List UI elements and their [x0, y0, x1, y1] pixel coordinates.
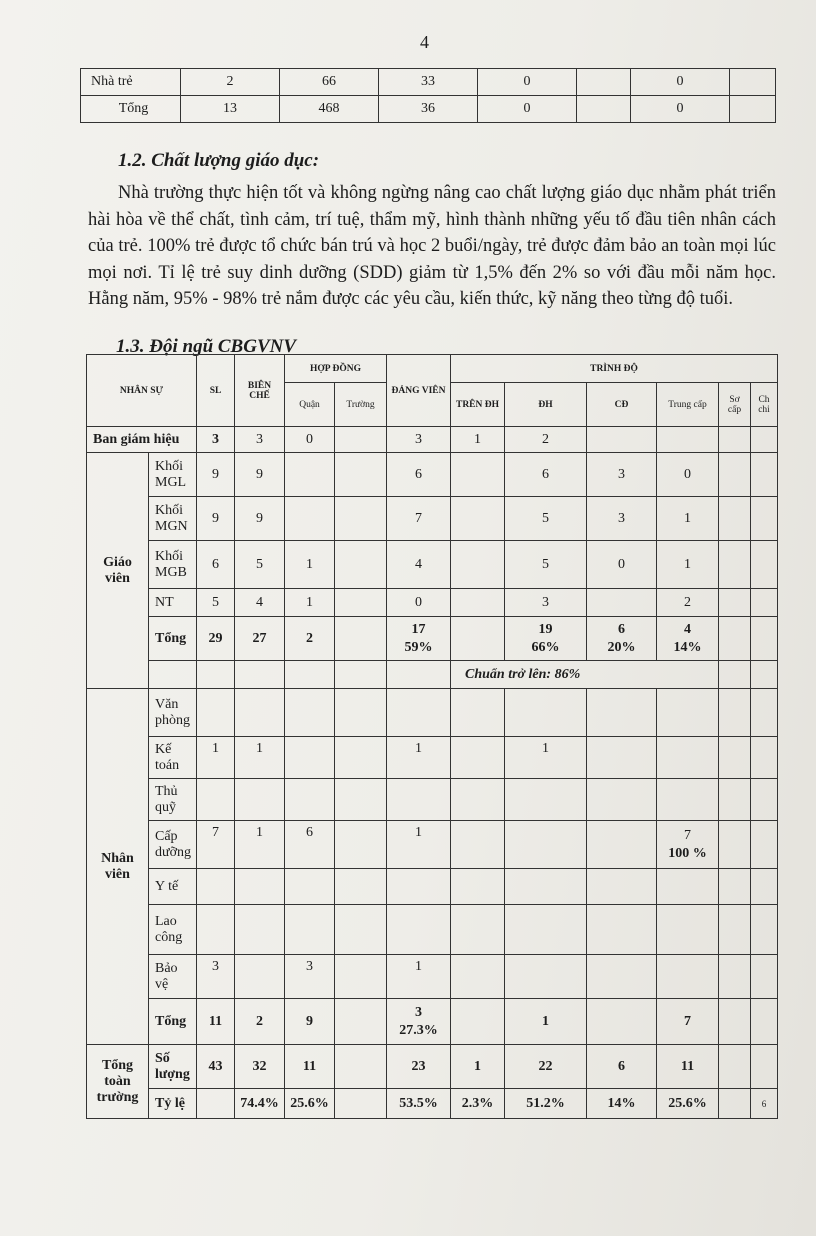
header-bien-che: BIÊN CHẾ: [235, 355, 285, 427]
table-row: Khối MGN 9 9 7 5 3 1: [87, 497, 778, 541]
table-row: Nhà trẻ 2 66 33 0 0: [81, 69, 776, 96]
table-row: Cấp dưỡng 7 1 6 1 7 100 %: [87, 821, 778, 869]
table-row: Tổng 29 27 2 17 59% 19 66% 6 20% 4 14%: [87, 617, 778, 661]
header-cd: CĐ: [587, 383, 657, 427]
page-number: 4: [420, 32, 429, 52]
header-nhan-su: NHÂN SỰ: [87, 355, 197, 427]
enrollment-table-tail: [80, 68, 776, 123]
table-row: [87, 661, 778, 689]
header-sl: SL: [197, 355, 235, 427]
header-so-cap: Sơ cấp: [719, 383, 751, 427]
table-row: Thủ quỹ: [87, 779, 778, 821]
header-truong: Trường: [335, 383, 387, 427]
table-row: Lao công: [87, 905, 778, 955]
header-tren-dh: TRÊN ĐH: [451, 383, 505, 427]
table-row: Giáo viên Khối MGL 9 9 6 6 3 0: [87, 453, 778, 497]
table-row: Tổng 11 2 9 3 27.3% 1 7: [87, 999, 778, 1045]
header-trung-cap: Trung cấp: [657, 383, 719, 427]
table-row: NT 5 4 1 0 3 2: [87, 589, 778, 617]
header-hop-dong: HỢP ĐỒNG: [285, 355, 387, 383]
header-quan: Quận: [285, 383, 335, 427]
table-row: Ban giám hiệu 3 3 0 3 1 2: [87, 427, 778, 453]
header-dang-vien: ĐẢNG VIÊN: [387, 355, 451, 427]
header-dh: ĐH: [505, 383, 587, 427]
group-label: Nhân viên: [87, 689, 149, 1045]
staff-table: [86, 354, 778, 1119]
table-row: Tổng 13 468 36 0 0: [81, 96, 776, 123]
section-title-1-2: 1.2. Chất lượng giáo dục:: [118, 150, 320, 171]
table-row: Kế toán 1 1 1 1: [87, 737, 778, 779]
row-label: Tổng: [81, 96, 181, 123]
table-row: Y tế: [87, 869, 778, 905]
section-title-1-3: 1.3. Đội ngũ CBGVNV: [116, 336, 297, 357]
group-label: Tổng toàn trường: [87, 1045, 149, 1119]
header-trinh-do: TRÌNH ĐỘ: [451, 355, 778, 383]
row-label: Nhà trẻ: [81, 69, 181, 96]
table-row: Tỷ lệ 74.4% 25.6% 53.5% 2.3% 51.2% 14% 25.6% 6: [87, 1089, 778, 1119]
table-row: Tổng toàn trường Số lượng 43 32 11 23 1 22 6 11: [87, 1045, 778, 1089]
header-chua: Ch chi: [751, 383, 778, 427]
table-row: Khối MGB 6 5 1 4 5 0 1: [87, 541, 778, 589]
group-label: Giáo viên: [87, 453, 149, 689]
table-row: Bảo vệ 3 3 1: [87, 955, 778, 999]
table-row: Nhân viên Văn phòng: [87, 689, 778, 737]
chuan-note: Chuẩn trở lên: 86%: [451, 661, 719, 689]
section-paragraph: Nhà trường thực hiện tốt và không ngừng nâng cao chất lượng giáo dục nhằm phát triển hài hòa về thể chất, tình cảm, trí tuệ, thẩm mỹ, hình thành những yếu tố đầu tiên nhân cách của trẻ. 100% trẻ được tổ chức bán trú và học 2 buổi/ngày, trẻ được đảm bảo an toàn mọi lúc mọi nơi. Tỉ lệ trẻ suy dinh dưỡng (SDD) giảm từ 1,5% đến 2% so với đầu mỗi năm học. Hằng năm, 95% - 98% trẻ nắm được các yêu cầu, kiến thức, kỹ năng theo từng độ tuổi.: [88, 183, 776, 309]
